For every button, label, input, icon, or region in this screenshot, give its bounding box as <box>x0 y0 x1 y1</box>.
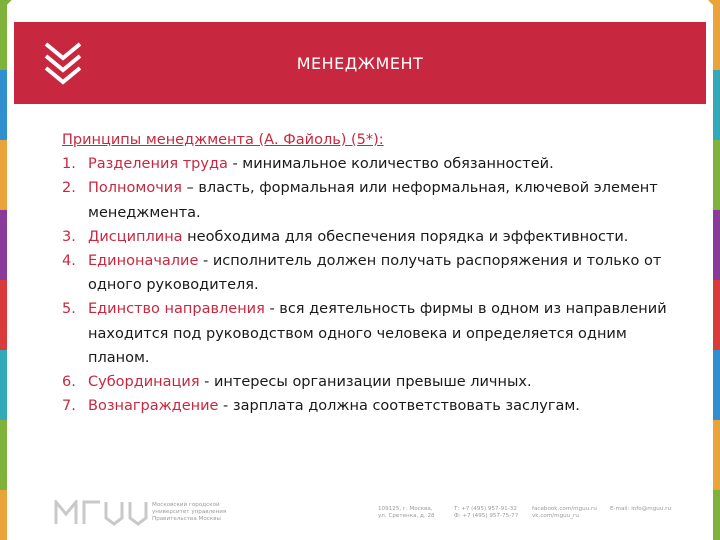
principle-term: Полномочия <box>88 180 182 197</box>
principle-description: - исполнитель должен получать распоряжения и только от одного руководителя. <box>88 253 662 294</box>
intro-line <box>62 128 692 152</box>
principle-term: Субординация <box>88 374 200 391</box>
list-item-number: 2. <box>62 180 76 197</box>
slide-footer <box>40 496 700 530</box>
intro-author: (А. Файоль) (5*): <box>253 132 384 148</box>
principle-term: Единство направления <box>88 301 265 318</box>
list-item <box>62 394 692 418</box>
footer-phones: Т: +7 (495) 957-91-32 Ф: +7 (495) 957-75-77 <box>454 506 519 519</box>
list-item-number: 1. <box>62 156 76 173</box>
slide-content <box>62 128 692 418</box>
principle-description: - минимальное количество обязанностей. <box>227 156 554 173</box>
principle-description: - интересы организации превыше личных. <box>199 374 532 391</box>
intro-heading: Принципы менеджмента <box>62 132 254 148</box>
principles-list <box>62 152 692 418</box>
list-item <box>62 297 692 370</box>
list-item <box>62 225 692 249</box>
list-item-number: 5. <box>62 301 76 318</box>
principle-term: Вознаграждение <box>88 398 219 415</box>
list-item <box>62 152 692 176</box>
principle-description: - зарплата должна соответствовать заслугам. <box>218 398 580 415</box>
list-item-number: 3. <box>62 228 76 245</box>
list-item <box>62 176 692 224</box>
footer-social[interactable]: facebook.com/mguu.ru vk.com/mguu_ru <box>532 506 597 519</box>
principle-term: Разделения труда <box>88 156 228 173</box>
list-item-number: 7. <box>62 398 76 415</box>
list-item <box>62 249 692 297</box>
principle-description: необходима для обеспечения порядка и эффективности. <box>182 228 629 245</box>
footer-email[interactable]: E-mail: info@mguu.ru <box>610 506 671 512</box>
right-color-stripe <box>713 0 720 540</box>
principle-term: Дисциплина <box>88 228 183 245</box>
page-title: МЕНЕДЖМЕНТ <box>296 54 424 73</box>
principle-term: Единоначалие <box>88 253 199 270</box>
principle-description: – власть, формальная или неформальная, ключевой элемент менеджмента. <box>88 180 658 221</box>
principle-description: - вся деятельность фирмы в одном из направлений находится под руководством одного человека и определяется одним планом. <box>88 301 667 366</box>
slide-header <box>14 22 706 104</box>
list-item <box>62 370 692 394</box>
left-color-stripe <box>0 0 7 540</box>
list-item-number: 4. <box>62 253 76 270</box>
list-item-number: 6. <box>62 374 76 391</box>
footer-org: Московский городской университет управления Правительства Москвы <box>152 502 227 522</box>
footer-address: 109125, г. Москва, ул. Сретенка, д. 28 <box>378 506 435 519</box>
